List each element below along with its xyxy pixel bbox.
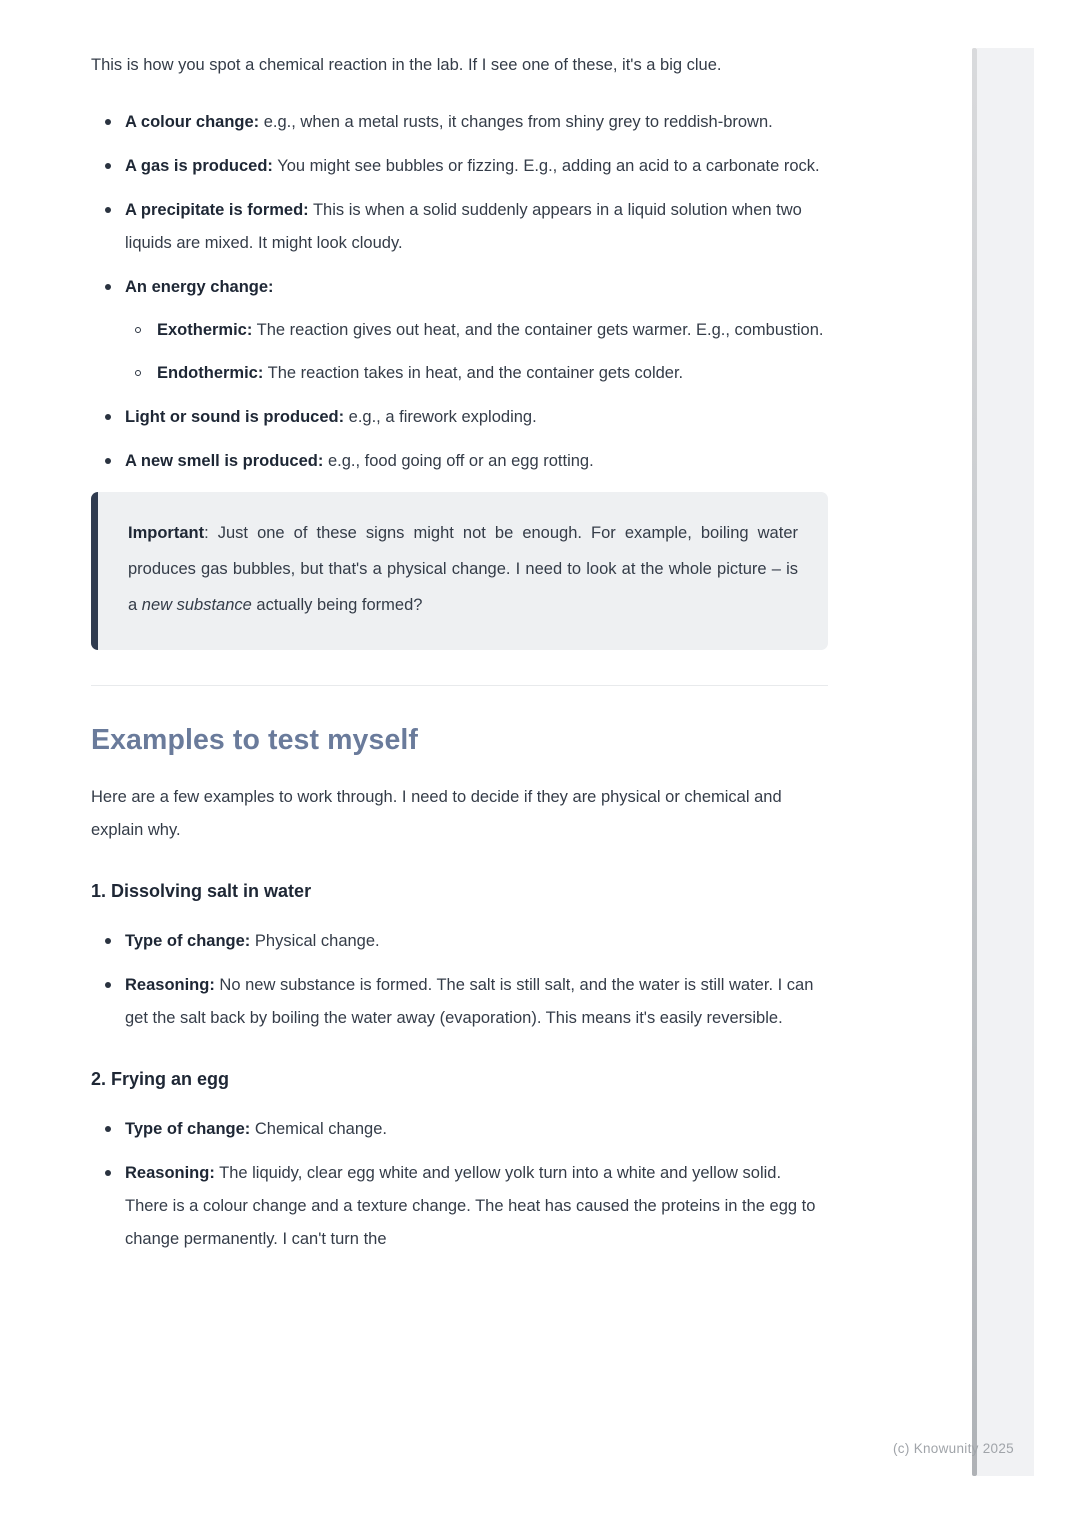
list-item-new-smell — [91, 445, 828, 478]
bullet-icon — [105, 284, 111, 290]
list-item-colour-change — [91, 106, 828, 139]
example-2-list — [91, 1113, 828, 1256]
list-item-text — [125, 1113, 828, 1146]
list-item-precipitate — [91, 194, 828, 260]
bullet-icon — [105, 207, 111, 213]
term-description: This is when a solid suddenly appears in a liquid solution when two liquids are mixed. It might look cloudy. — [125, 201, 802, 252]
list-item-light-sound — [91, 401, 828, 434]
callout-emphasis: new substance — [141, 596, 252, 614]
bullet-icon — [105, 982, 111, 988]
note-content — [91, 49, 828, 1256]
term-label: Endothermic: — [157, 364, 264, 382]
list-item-text — [125, 271, 828, 390]
term-description: The reaction takes in heat, and the container gets colder. — [263, 364, 684, 382]
term-description: Chemical change. — [250, 1120, 387, 1138]
list-item-reasoning — [91, 1157, 828, 1256]
circle-bullet-icon — [135, 327, 141, 333]
list-item-type-of-change — [91, 925, 828, 958]
important-callout — [91, 492, 828, 650]
term-label: Reasoning: — [125, 976, 215, 994]
term-label: A precipitate is formed: — [125, 201, 309, 219]
copyright-watermark: (c) Knowunity 2025 — [893, 1441, 1014, 1456]
term-label: A gas is produced: — [125, 157, 273, 175]
term-description: The liquidy, clear egg white and yellow yolk turn into a white and yellow solid. There is a colour change and a texture change. The heat has caused the proteins in the egg to change permanently. I can't turn the — [125, 1164, 816, 1248]
list-item-exothermic — [125, 314, 828, 347]
bullet-icon — [105, 119, 111, 125]
bullet-icon — [105, 458, 111, 464]
term-label: Reasoning: — [125, 1164, 215, 1182]
term-label: A colour change: — [125, 113, 260, 131]
list-item-text — [157, 314, 828, 347]
bullet-icon — [105, 414, 111, 420]
list-item-energy-change — [91, 271, 828, 390]
bullet-icon — [105, 1126, 111, 1132]
callout-text — [128, 515, 798, 623]
list-item-reasoning — [91, 969, 828, 1035]
term-description: No new substance is formed. The salt is still salt, and the water is still water. I can get the salt back by boiling the water away (evaporation). This means it's easily reversible. — [125, 976, 814, 1027]
term-label: Light or sound is produced: — [125, 408, 345, 426]
bullet-icon — [105, 1170, 111, 1176]
list-item-text — [125, 150, 828, 183]
energy-sublist — [125, 314, 828, 390]
callout-body: : Just one of these signs might not be enough. For example, boiling water produces gas bubbles, but that's a physical change. I need to look at the whole picture – is a — [128, 524, 798, 614]
term-description: e.g., a firework exploding. — [344, 408, 537, 426]
list-item-text — [125, 106, 828, 139]
scrollbar-thumb[interactable] — [972, 48, 977, 1476]
list-item-text — [125, 925, 828, 958]
term-label: Exothermic: — [157, 321, 253, 339]
term-label: Type of change: — [125, 1120, 251, 1138]
term-description: e.g., when a metal rusts, it changes from shiny grey to reddish-brown. — [259, 113, 773, 131]
list-item-text — [157, 357, 828, 390]
example-1-list — [91, 925, 828, 1035]
term-description: You might see bubbles or fizzing. E.g., adding an acid to a carbonate rock. — [272, 157, 820, 175]
term-description: Physical change. — [250, 932, 380, 950]
section-intro-paragraph: Here are a few examples to work through. I need to decide if they are physical or chemical and explain why. — [91, 788, 782, 839]
example-2-title: 2. Frying an egg — [91, 1069, 230, 1089]
page-margin-strip — [977, 48, 1034, 1476]
signs-list — [91, 106, 828, 478]
term-label: Type of change: — [125, 932, 251, 950]
list-item-text — [125, 445, 828, 478]
list-item-gas-produced — [91, 150, 828, 183]
example-1-title: 1. Dissolving salt in water — [91, 881, 312, 901]
list-item-endothermic — [125, 357, 828, 390]
term-label: A new smell is produced: — [125, 452, 324, 470]
list-item-text — [125, 1157, 828, 1256]
intro-paragraph: This is how you spot a chemical reaction in the lab. If I see one of these, it's a big clue. — [91, 56, 722, 74]
section-divider — [91, 685, 828, 686]
term-description: e.g., food going off or an egg rotting. — [323, 452, 594, 470]
bullet-icon — [105, 163, 111, 169]
list-item-type-of-change — [91, 1113, 828, 1146]
list-item-text — [125, 401, 828, 434]
callout-body-tail: actually being formed? — [251, 596, 423, 614]
circle-bullet-icon — [135, 370, 141, 376]
bullet-icon — [105, 938, 111, 944]
term-description: The reaction gives out heat, and the container gets warmer. E.g., combustion. — [252, 321, 824, 339]
callout-label: Important — [128, 524, 205, 542]
term-label: An energy change: — [125, 278, 274, 296]
section-heading: Examples to test myself — [91, 724, 419, 756]
list-item-text — [125, 969, 828, 1035]
list-item-text — [125, 194, 828, 260]
